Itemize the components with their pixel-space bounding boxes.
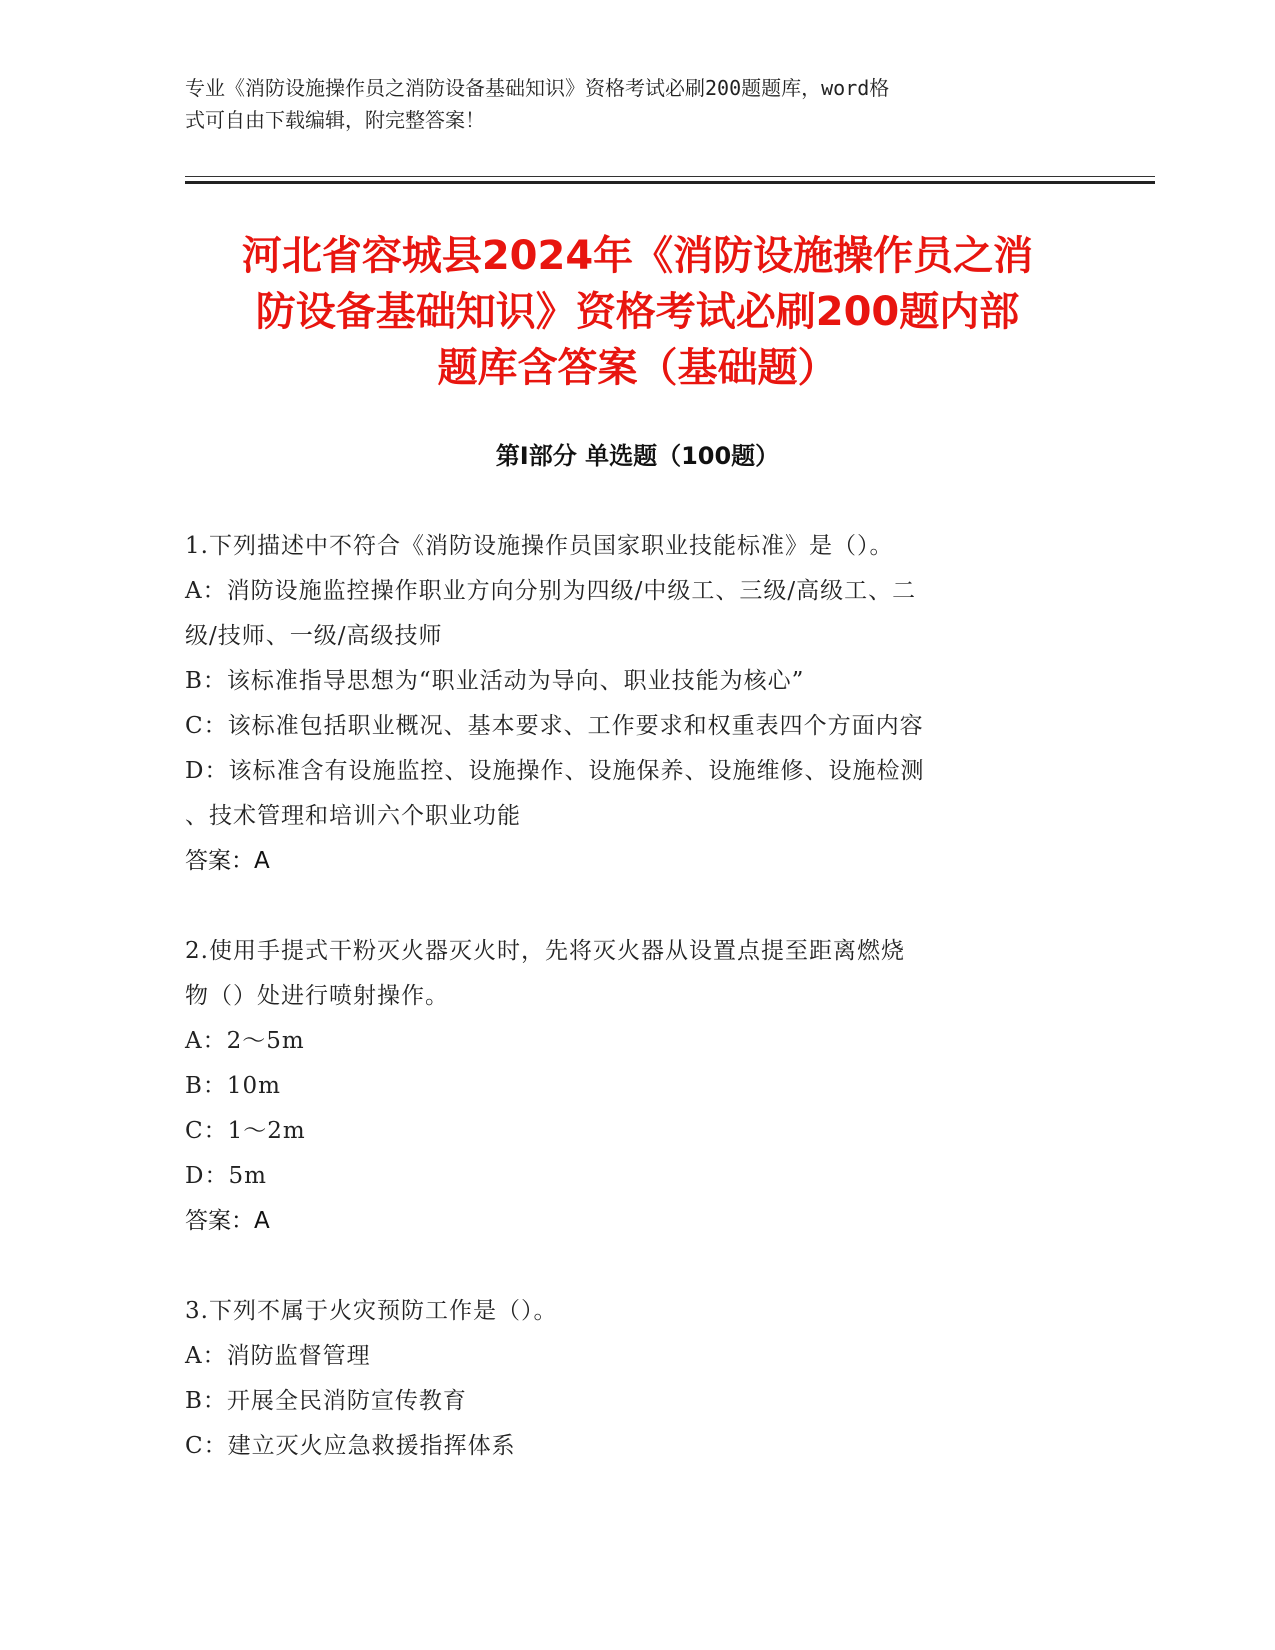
question-stem: 1.下列描述中不符合《消防设施操作员国家职业技能标准》是（）。	[185, 533, 894, 559]
question-option: 级/技师、一级/高级技师	[185, 623, 443, 649]
question-list	[185, 524, 1075, 1514]
question-option: C：建立灭火应急救援指挥体系	[185, 1433, 516, 1459]
question-stem: 3.下列不属于火灾预防工作是（）。	[185, 1298, 558, 1324]
header-note-line-2: 式可自由下载编辑，附完整答案！	[185, 108, 485, 132]
document-title-line-3: 题库含答案（基础题）	[437, 345, 838, 391]
question-block	[185, 524, 1075, 884]
header-divider-thin	[185, 176, 1155, 177]
question-option: 、技术管理和培训六个职业功能	[185, 803, 521, 829]
question-option: A：2～5m	[185, 1028, 305, 1054]
document-title-line-1: 河北省容城县2024年《消防设施操作员之消	[241, 233, 1034, 279]
header-divider-thick	[185, 181, 1155, 184]
document-title-line-2: 防设备基础知识》资格考试必刷200题内部	[255, 289, 1020, 335]
question-block	[185, 929, 1075, 1244]
question-option: C：该标准包括职业概况、基本要求、工作要求和权重表四个方面内容	[185, 713, 924, 739]
question-stem: 2.使用手提式干粉灭火器灭火时，先将灭火器从设置点提至距离燃烧	[185, 938, 905, 964]
header-note-line-1: 专业《消防设施操作员之消防设备基础知识》资格考试必刷200题题库，word格	[185, 76, 890, 100]
header-note	[185, 72, 1065, 136]
question-option: A：消防设施监控操作职业方向分别为四级/中级工、三级/高级工、二	[185, 578, 917, 604]
question-option: C：1～2m	[185, 1118, 306, 1144]
question-answer: 答案：A	[185, 1208, 270, 1234]
question-option: D：该标准含有设施监控、设施操作、设施保养、设施维修、设施检测	[185, 758, 925, 784]
question-option: B：该标准指导思想为“职业活动为导向、职业技能为核心”	[185, 668, 805, 694]
question-option: B：开展全民消防宣传教育	[185, 1388, 467, 1414]
question-option: A：消防监督管理	[185, 1343, 371, 1369]
question-block	[185, 1289, 1075, 1469]
document-title	[185, 228, 1090, 396]
question-answer: 答案：A	[185, 848, 270, 874]
section-heading: 第Ⅰ部分 单选题（100题）	[495, 442, 780, 470]
question-option: D：5m	[185, 1163, 267, 1189]
question-stem: 物（）处进行喷射操作。	[185, 983, 449, 1009]
question-option: B：10m	[185, 1073, 281, 1099]
